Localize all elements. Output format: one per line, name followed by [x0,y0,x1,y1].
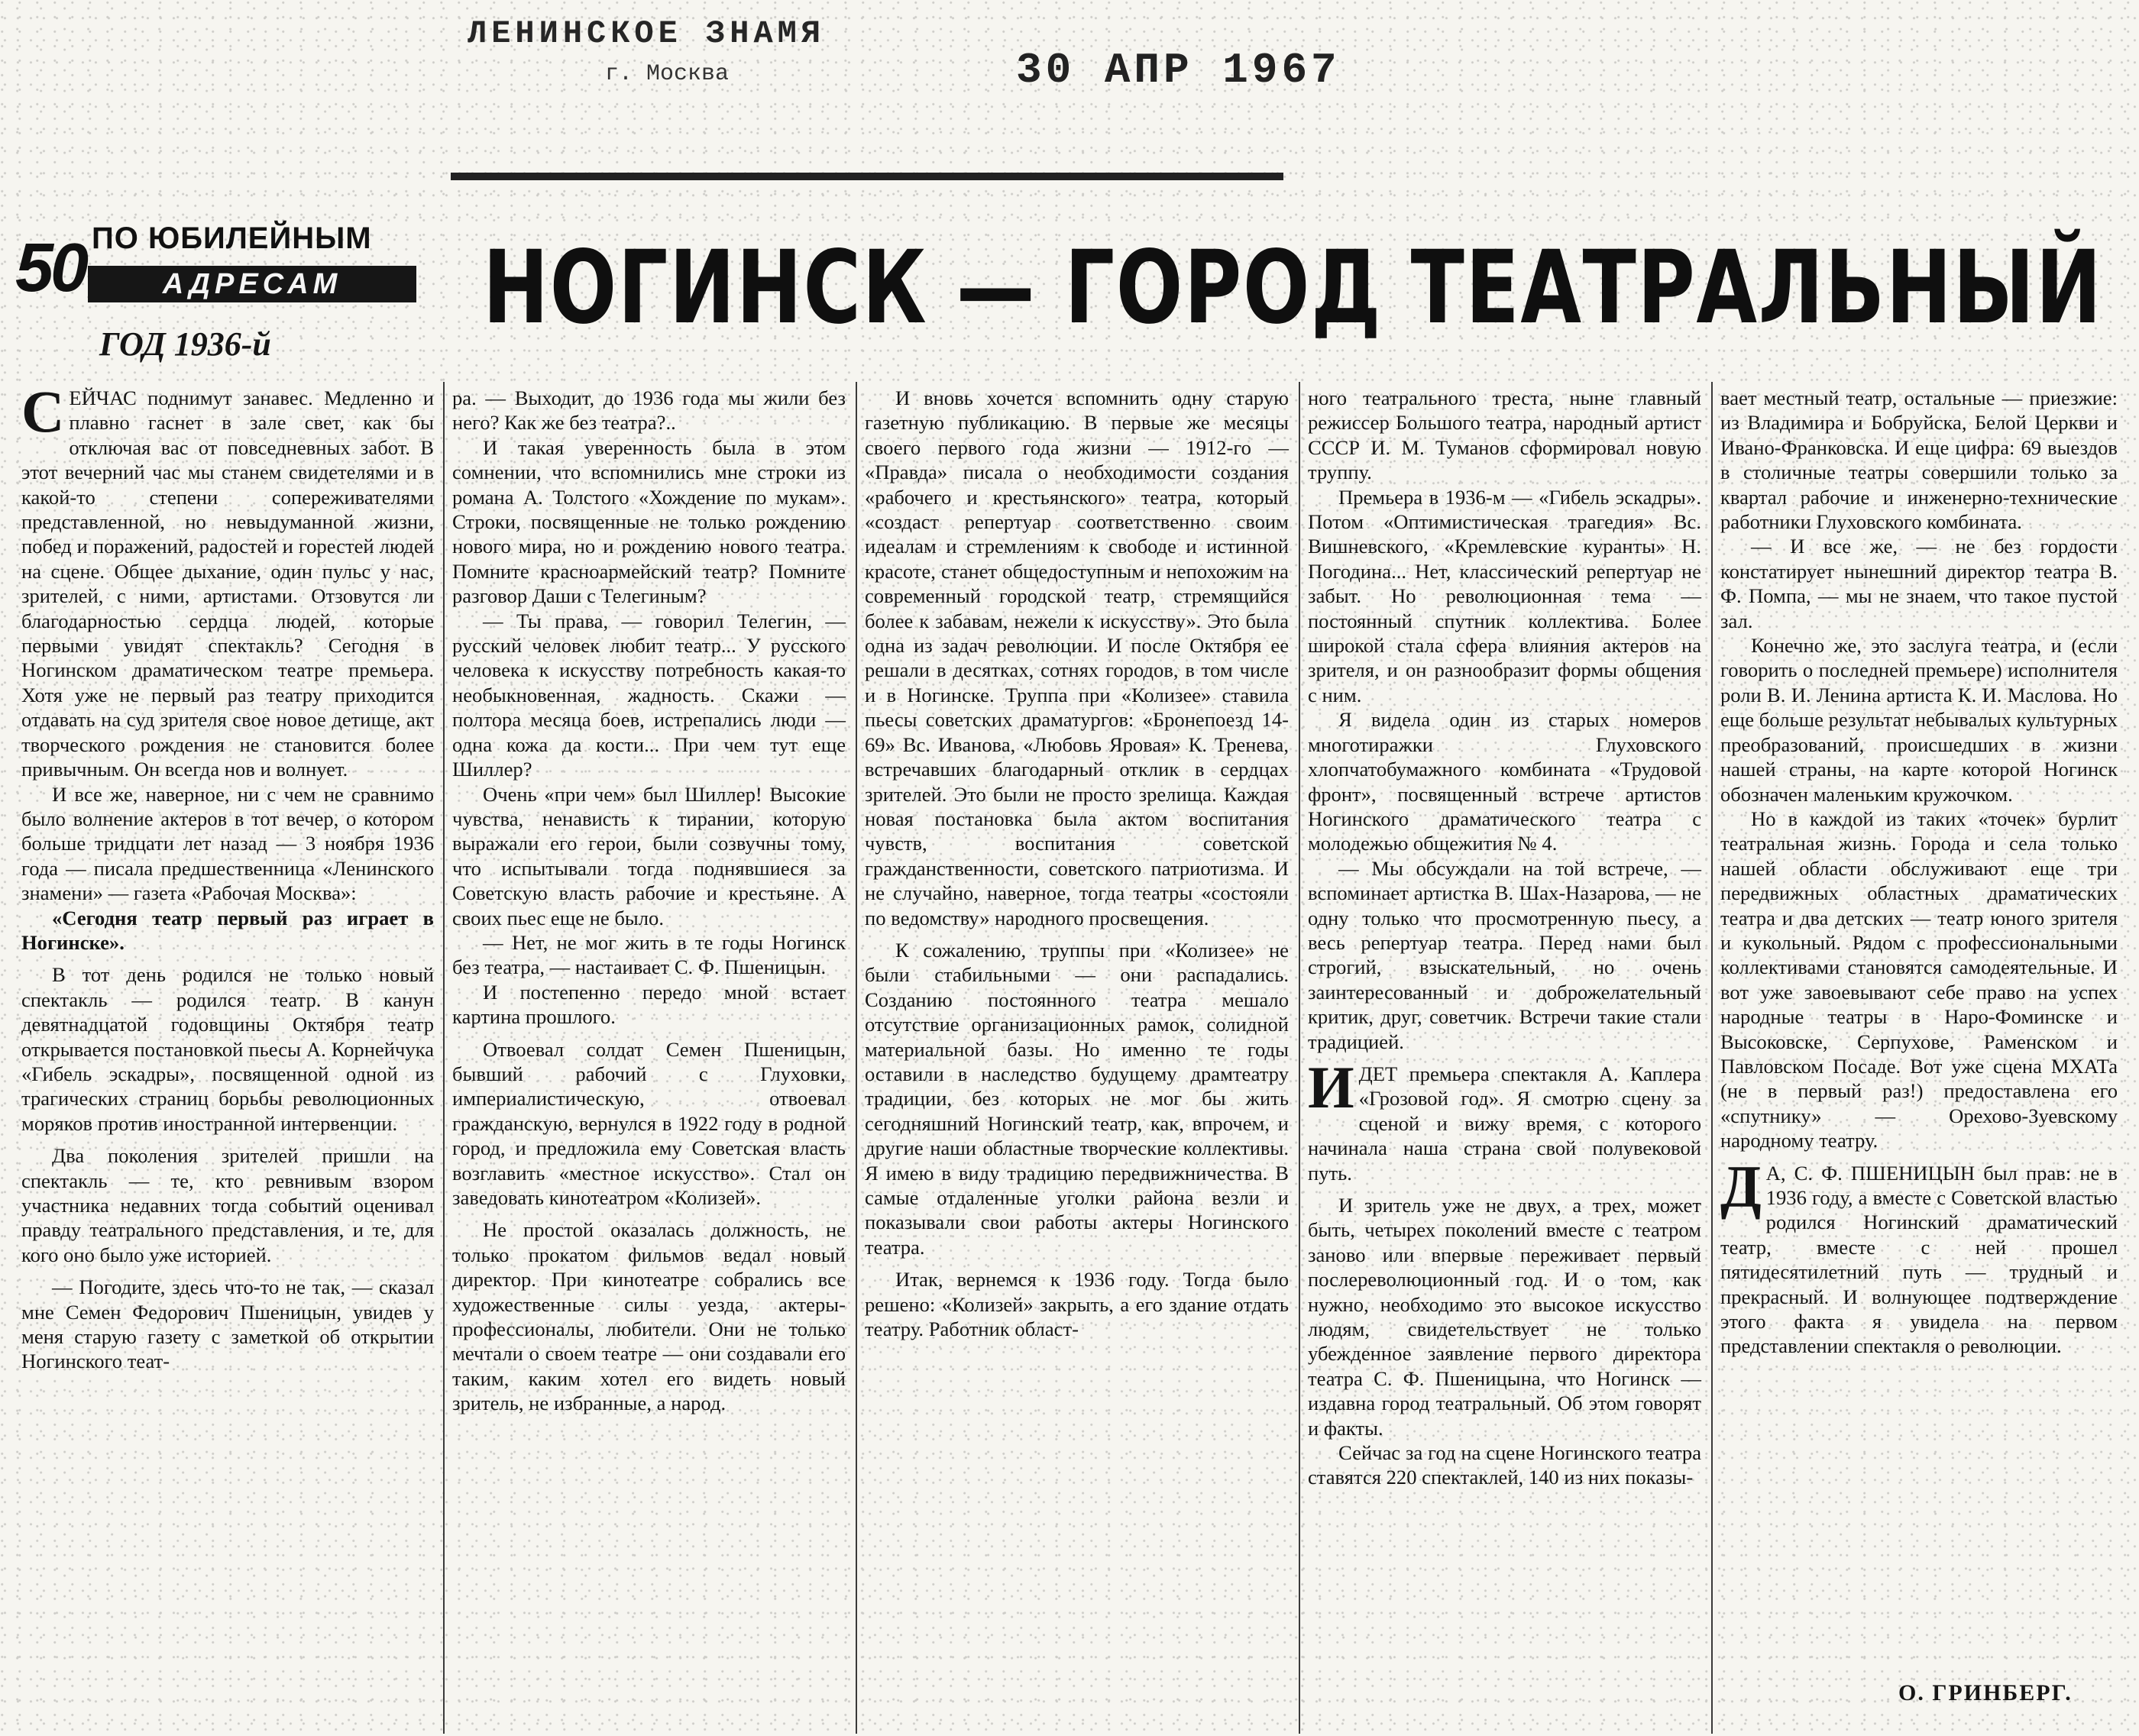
paragraph-text: Итак, вернемся к 1936 году. Тогда было решено: «Колизей» закрыть, а его здание отдать театру. Работник област- [865,1268,1289,1341]
article-paragraph [21,1275,434,1374]
paragraph-text: И вновь хочется вспомнить одну старую газетную публикацию. В первые же месяцы своего первого года жизни — 1912-го — «Правда» писала о необходимости создания «рабочего и крестьянского» театра, который «создаст репертуар соответственно своим идеалам и стремлениям к свободе и истинной красоте, станет общедоступным и непохожим на современный городской театр, стремящийся более к забавам, нежели к искусству». Это была одна из задач революции. И после Октября ее решали в десятках, сотнях городов, в том числе и в Ногинске. Труппа при «Колизее» ставила пьесы советских драматургов: «Бронепоезд 14-69» Вс. Иванова, «Любовь Яровая» К. Тренева, встречавших благодарный отклик в сердцах зрителей. Это были не просто зрелища. Каждая новая постановка была актом воспитания чувств, воспитания советской гражданственности, советского патриотизма. И не случайно, наверное, тогда театры «состояли по ведомству» народного просвещения. [865,386,1289,929]
column-rule [1711,382,1713,1734]
masthead [468,15,826,87]
paragraph-text: В тот день родился не только новый спектакль — родился театр. В канун девятнадцатой годовщины Октября театр открывается постановкой пьесы А. Корнейчука «Гибель эскадры», посвященной одной из трагических страниц борьбы революционных моряков против иностранной интервенции. [21,963,434,1135]
paragraph-text: И постепенно передо мной встает картина прошлого. [452,980,846,1029]
paragraph-text: К сожалению, труппы при «Колизее» не были стабильными — они распадались. Созданию постоянного театра мешало отсутствие организационных рамок, солидной материальной базы. Но именно те годы оставили в наследство будущему драмтеатру традиции, без которых не мог бы жить сегодняшний Ногинский театр, как, впрочем, и другие наши областные творческие коллективы. Я имею в виду традицию передвижничества. В самые отдаленные уголки района везли и показывали свои работы актеры Ногинского театра. [865,938,1289,1259]
article-paragraph [21,962,434,1136]
paragraph-text: ЕЙЧАС поднимут занавес. Медленно и плавно гаснет в зале свет, как бы отключая вас от повседневных забот. В этот вечерний час мы станем свидетелями и в какой-то степени сопереживателями представленной, но невыдуманной жизни, побед и поражений, радостей и горестей людей на сцене. Общее дыхание, один пульс у нас, зрителей, с ними, артистами. Отзовутся ли благодарностью сердца людей, которые первыми увидят спектакль? Сегодня в Ногинском драматическом театре премьера. Хотя уже не первый раз театру приходится отдавать на суд зрителя свое новое детище, акт творческого рождения не становится более привычным. Он всегда нов и волнует. [21,386,434,781]
article-paragraph [1308,386,1701,485]
article-paragraph [1308,707,1701,855]
paragraph-text: Конечно же, это заслуга театра, и (если говорить о последней премьере) исполнителя роли В. И. Ленина артиста К. И. Маслова. Но еще больше результат небывалых культурных преобразований, происшедших в жизни нашей страны, на карте которой Ногинск обозначен маленьким кружочком. [1720,634,2118,806]
paragraph-text: Сейчас за год на сцене Ногинского театра ставятся 220 спектаклей, 140 из них показы- [1308,1441,1701,1489]
article-paragraph [865,386,1289,930]
paragraph-text: И зритель уже не двух, а трех, может быть, четырех поколений вместе с театром заново или впервые переживает первый послереволюционный год. И о том, как нужно, необходимо это высокое искусство людям, свидетельствует не только убежденное заявление первого директора театра С. Ф. Пшеницына, что Ногинск — издавна город театральный. Об этом говорят и факты. [1308,1194,1701,1440]
article-column-4 [1308,386,1701,1490]
article-paragraph [1720,807,2118,1153]
article-paragraph [452,1037,846,1211]
date-stamp: 30 АПР 1967 [1016,46,1341,95]
rubric-logo [15,221,416,309]
author-signature: О. ГРИНБЕРГ. [1898,1680,2073,1705]
paragraph-text: Я видела один из старых номеров многотиражки Глуховского хлопчатобумажного комбината «Трудовой фронт», посвященный встрече артистов Ногинского драматического театра с молодежью общежития № 4. [1308,708,1701,855]
paragraph-text: Очень «при чем» был Шиллер! Высокие чувства, ненависть к тирании, которую выражали его герои, были созвучны тому, что испытывали тогда поднявшиеся за Советскую власть рабочие и крестьяне. А своих пьес еще не было. [452,782,846,929]
article-paragraph [1308,1053,1701,1185]
drop-cap: Д [1720,1152,1762,1220]
drop-cap: И [1308,1053,1354,1120]
article-paragraph [452,435,846,609]
article-paragraph [1720,633,2118,807]
article-headline: НОГИНСК — ГОРОД ТЕАТРАЛЬНЫЙ [483,229,2103,347]
paragraph-text: Два поколения зрителей пришли на спектакль — те, кто ревнивым взором участника недавних тогда событий оценивал правду театрального представления, и те, для кого оно было уже историей. [21,1144,434,1266]
paragraph-text: Не простой оказалась должность, не только прокатом фильмов ведал новый директор. При кинотеатре собрались все художественные силы уезда, актеры-профессионалы, любители. Они не только мечтали о своем театре — они создавали его таким, каким хотел его видеть новый зритель, не избранные, а народ. [452,1218,846,1415]
article-column-1 [21,378,434,1374]
rubric-line1: ПО ЮБИЛЕЙНЫМ [92,221,372,255]
article-paragraph [1720,386,2118,534]
paragraph-text: — И все же, — не без гордости констатирует нынешний директор театра В. Ф. Помпа, — мы не знаем, что такое пустой зал. [1720,535,2118,632]
article-paragraph [21,378,434,782]
article-paragraph [21,906,434,955]
newspaper-name: ЛЕНИНСКОЕ ЗНАМЯ [468,15,826,52]
paragraph-text: ного театрального треста, ныне главный режиссер Большого театра, народный артист СССР И. М. Туманов сформировал новую труппу. [1308,386,1701,484]
paragraph-text: И такая уверенность была в этом сомнении, что вспомнились мне строки из романа А. Толстого «Хождение по мукам». Строки, посвященные не только рождению нового мира, но и рождению нового театра. Помните красноармейский театр? Помните разговор Даши с Телегиным? [452,435,846,608]
article-paragraph [1720,1152,2118,1359]
paragraph-text: А, С. Ф. ПШЕНИЦЫН был прав: не в 1936 году, а вместе с Советской властью родился Ногинский драматический театр, вместе с ней прошел пятидесятилетний путь — трудный и прекрасный. И волнующее подтверждение этого факта я увидела на первом представлении спектакля о революции. [1720,1161,2118,1358]
article-paragraph [1720,534,2118,633]
article-paragraph [452,782,846,930]
article-paragraph [1308,856,1701,1054]
rubric-number: 50 [15,230,86,306]
header-rule [451,173,1283,180]
column-rule [1299,382,1300,1734]
paragraph-text: — Погодите, здесь что-то не так, — сказал мне Семен Федорович Пшеницын, увидев у меня старую газету с заметкой об открытии Ногинского теат- [21,1275,434,1373]
article-paragraph [452,386,846,435]
paragraph-text: Но в каждой из таких «точек» бурлит театральная жизнь. Города и села только нашей области обслуживают еще три передвижных областных драматических театра и два детских — театр юного зрителя и кукольный. Рядом с профессиональными коллективами становятся самодеятельные. И вот уже завоевывают себе право на успех народные театры в Наро-Фоминске и Высоковске, Серпухове, Раменском и Павловском Посаде. Вот уже сцена МХАТа (не в первый раз!) предоставлена его «спутнику» — Орехово-Зуевскому народному театру. [1720,807,2118,1152]
paragraph-text: — Ты права, — говорил Телегин, — русский человек любит театр... У русского человека к искусству потребность какая-то необыкновенная, жадность. Скажи — полтора месяца боев, истрепались люди — одна кожа да кости... При чем тут еще Шиллер? [452,609,846,781]
column-rule [856,382,857,1734]
article-column-3 [865,386,1289,1341]
article-paragraph [452,609,846,782]
paragraph-text: — Мы обсуждали на той встрече, — вспоминает артистка В. Шах-Назарова, — не одну только что просмотренную пьесу, а весь репертуар театра. Перед нами был строгий, взыскательный, но очень заинтересованный и доброжелательный критик, друг, советчик. Встречи такие стали традицией. [1308,856,1701,1053]
paragraph-text: — Нет, не мог жить в те годы Ногинск без театра, — настаивает С. Ф. Пшеницын. [452,930,846,979]
paragraph-text: ра. — Выходит, до 1936 года мы жили без него? Как же без театра?.. [452,386,846,435]
newspaper-city: г. Москва [605,61,730,87]
article-paragraph [452,1217,846,1415]
rubric-line2: АДРЕСАМ [88,266,416,302]
article-paragraph [21,1143,434,1267]
article-paragraph [1308,1440,1701,1490]
article-paragraph [865,938,1289,1259]
paragraph-text: ДЕТ премьера спектакля А. Каплера «Грозовой год». Я смотрю сцену за сценой и вижу время, с которого начинала наша страна свой полувековой путь. [1308,1062,1701,1185]
article-paragraph [1308,1193,1701,1440]
article-paragraph [21,782,434,906]
article-column-2 [452,386,846,1416]
paragraph-text: Отвоевал солдат Семен Пшеницын, бывший рабочий с Глуховки, империалистическую, отвоевал гражданскую, вернулся в 1922 году в родной город, и предложила ему Советская власть возглавить «местное искусство». Стал он заведовать кинотеатром «Колизей». [452,1037,846,1209]
rubric-year: ГОД 1936-й [99,325,271,363]
paragraph-text: И все же, наверное, ни с чем не сравнимо было волнение актеров в тот вечер, о котором больше тридцати лет назад — 3 ноября 1936 года — писала предшественница «Ленинского знамени» — газета «Рабочая Москва»: [21,782,434,905]
article-column-5 [1720,386,2118,1359]
drop-cap: С [21,378,65,445]
paragraph-text: «Сегодня театр первый раз играет в Ногинске». [21,906,434,954]
article-paragraph [452,930,846,980]
paragraph-text: вает местный театр, остальные — приезжие: из Владимира и Бобруйска, Белой Церкви и Ивано-Франковска. И еще цифра: 69 выездов в столичные театры совершили только за квартал рабочие и инженерно-технические работники Глуховского комбината. [1720,386,2118,534]
paragraph-text: Премьера в 1936-м — «Гибель эскадры». Потом «Оптимистическая трагедия» Вс. Вишневского, «Кремлевские куранты» Н. Погодина... Нет, классический репертуар не забыт. Но революционная тема — постоянный спутник коллектива. Более широкой стала сфера влияния актеров на зрителя, и он разнообразит формы общения с ним. [1308,485,1701,706]
article-paragraph [1308,485,1701,708]
article-paragraph [865,1267,1289,1341]
column-rule [443,382,445,1734]
article-paragraph [452,980,846,1030]
